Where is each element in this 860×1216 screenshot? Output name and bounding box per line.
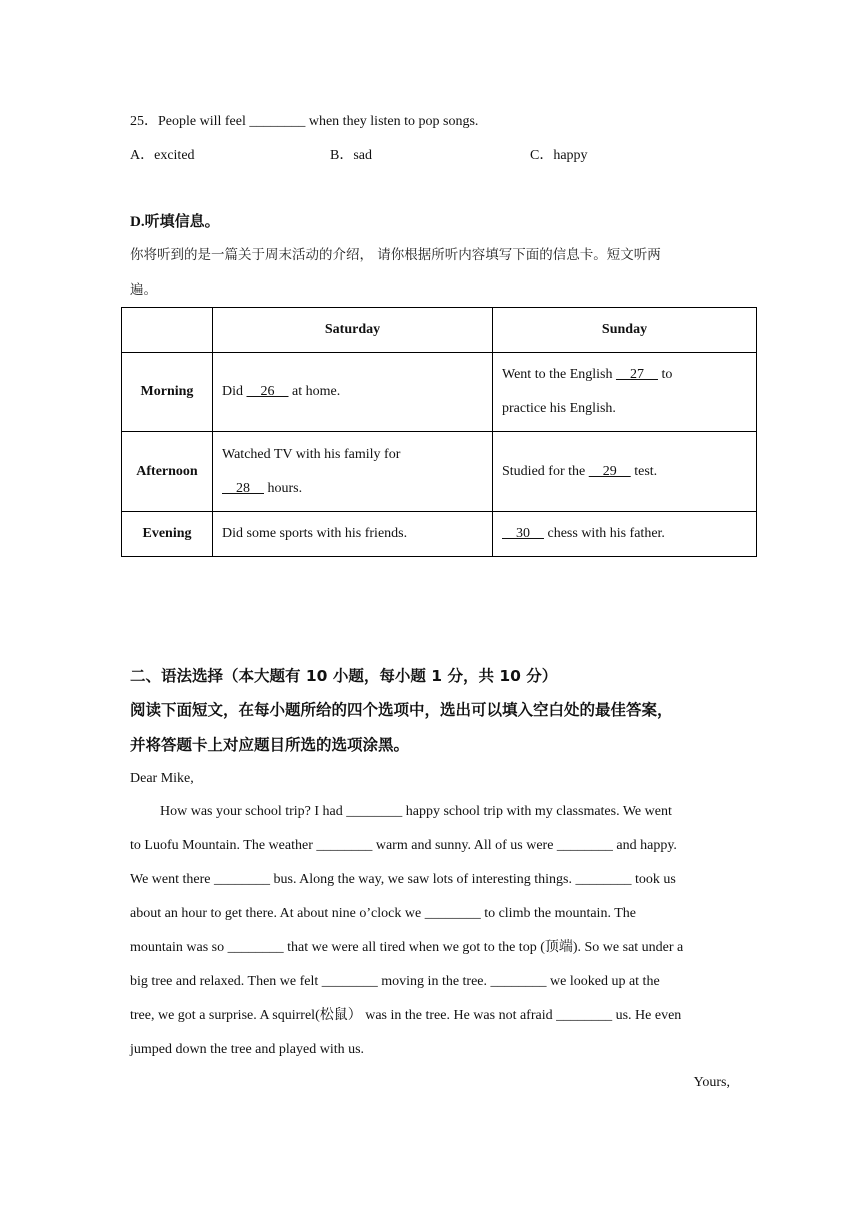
cell-saturday-afternoon <box>213 432 493 512</box>
letter-line: to Luofu Mountain. The weather ________ warm and sunny. All of us were ________ and happy. <box>130 838 677 853</box>
blank-26[interactable]: 26 <box>246 384 289 399</box>
table-row-morning <box>122 353 757 432</box>
section-2-instruction-line2: 并将答题卡上对应题目所选的选项涂黑。 <box>130 736 410 754</box>
cell-sunday-evening <box>493 512 757 557</box>
section-2-instruction-line1: 阅读下面短文，在每小题所给的四个选项中，选出可以填入空白处的最佳答案， <box>130 701 673 719</box>
letter-line: mountain was so ________ that we were all tired when we got to the top (顶端). So we sat under a <box>130 940 684 955</box>
cell-text: to <box>657 367 673 382</box>
cell-text: test. <box>630 463 658 479</box>
header-empty <box>122 308 213 353</box>
letter-line: about an hour to get there. At about nine o’clock we ________ to climb the mountain. The <box>130 906 636 921</box>
letter-line: jumped down the tree and played with us. <box>130 1042 365 1057</box>
section-2-title: 二、语法选择（本大题有 10 小题，每小题 1 分，共 10 分） <box>130 667 558 685</box>
option-a: A．excited <box>130 148 195 163</box>
table-row-evening <box>122 512 757 557</box>
section-d-intro-line1: 你将听到的是一篇关于周末活动的介绍， 请你根据所听内容填写下面的信息卡。短文听两 <box>130 247 661 263</box>
option-c: C．happy <box>530 148 588 163</box>
letter-line: tree, we got a surprise. A squirrel(松鼠） was in the tree. He was not afraid ________ us. He even <box>130 1008 682 1023</box>
cell-text: at home. <box>288 384 341 399</box>
letter-greeting: Dear Mike, <box>130 771 194 786</box>
cell-text: Did <box>222 384 247 399</box>
table-header-row <box>122 308 757 353</box>
option-b: B．sad <box>330 148 372 163</box>
blank-29[interactable]: 29 <box>588 463 631 479</box>
cell-saturday-evening: Did some sports with his friends. <box>213 512 493 557</box>
letter-line: We went there ________ bus. Along the way, we saw lots of interesting things. ________ took us <box>130 872 676 887</box>
cell-text: hours. <box>264 480 303 496</box>
question-25-stem: 25．People will feel ________ when they listen to pop songs. <box>130 114 479 129</box>
blank-27[interactable]: 27 <box>615 367 658 382</box>
cell-text: Went to the English <box>502 367 616 382</box>
table-row-afternoon <box>122 432 757 512</box>
cell-saturday-morning <box>213 353 493 432</box>
section-d-prefix: D. <box>130 214 145 230</box>
header-saturday: Saturday <box>213 308 493 353</box>
header-sunday: Sunday <box>493 308 757 353</box>
cell-text: practice his English. <box>502 401 616 416</box>
cell-sunday-afternoon <box>493 432 757 512</box>
letter-line: How was your school trip? I had ________ happy school trip with my classmates. We went <box>160 804 672 819</box>
letter-line: big tree and relaxed. Then we felt ________ moving in the tree. ________ we looked up at the <box>130 974 660 989</box>
row-label-afternoon: Afternoon <box>122 432 213 512</box>
cell-text: Studied for the <box>502 463 589 479</box>
cell-text: Watched TV with his family for <box>222 446 401 462</box>
cell-text: chess with his father. <box>544 526 665 541</box>
section-d-title <box>130 214 220 230</box>
section-d-title-cn: 听填信息。 <box>144 212 220 230</box>
weekend-info-table <box>121 307 757 557</box>
letter-closing: Yours, <box>693 1075 730 1090</box>
section-d-intro-line2: 遍。 <box>130 282 157 298</box>
blank-30[interactable]: 30 <box>502 526 544 541</box>
row-label-evening: Evening <box>122 512 213 557</box>
blank-28[interactable]: 28 <box>222 480 264 496</box>
row-label-morning: Morning <box>122 353 213 432</box>
cell-sunday-morning <box>493 353 757 432</box>
